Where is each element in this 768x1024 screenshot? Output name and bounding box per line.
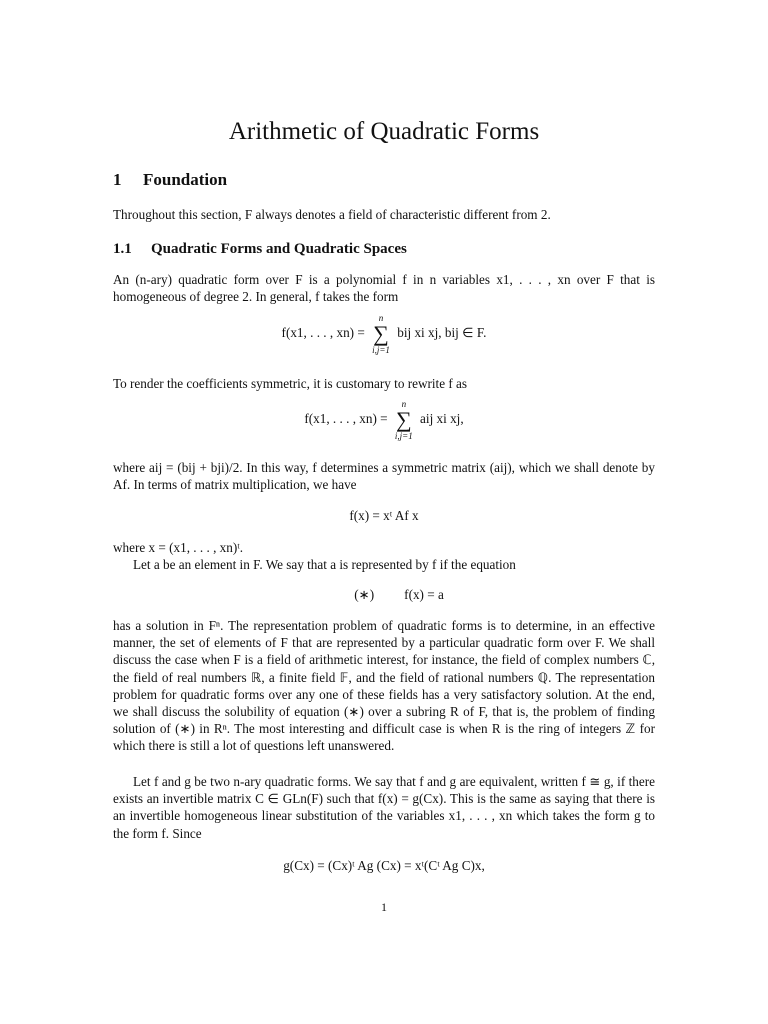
equation-label: (∗) [354, 587, 375, 602]
equation-symmetric-form [113, 399, 655, 441]
subsection-title: Quadratic Forms and Quadratic Spaces [151, 241, 407, 257]
paragraph-vector: where x = (x1, . . . , xn)ᵗ. [113, 540, 244, 555]
equation-general-form [113, 313, 655, 355]
equation-matrix-form: f(x) = xᵗ Af x [349, 508, 419, 523]
paragraph-represented: Let a be an element in F. We say that a is represented by f if the equation [133, 557, 516, 572]
summation-symbol [372, 313, 390, 355]
paragraph-definition: An (n-ary) quadratic form over F is a polynomial f in n variables x1, . . . , xn over F that is homogeneous of degree 2. In general, f takes the form [113, 272, 655, 305]
equation-lhs: f(x1, . . . , xn) = [304, 411, 388, 427]
paper-title: Arithmetic of Quadratic Forms [228, 118, 540, 145]
equation-expression: f(x) = a [404, 587, 444, 602]
paragraph-representation-problem: has a solution in Fⁿ. The representation problem of quadratic forms is to determine, in an effective manner, the set of elements of F that are represented by a particular quadratic form over F. We shall discuss the case when F is a field of arithmetic interest, for instance, the field of complex numbers ℂ, the field of real numbers ℝ, a finite field 𝔽, and the field of rational numbers ℚ. The representation problem for quadratic forms over any one of these fields has a very satisfactory solution. At the end, we shall discuss the solubility of equation (∗) over a subring R of F, that is, the problem of finding solution of (∗) in Rⁿ. The most interesting and difficult case is when R is the ring of integers ℤ for which there is still a lot of questions left unanswered. [113, 618, 655, 754]
sum-lower-limit: i,j=1 [394, 431, 413, 441]
paragraph-matrix: where aij = (bij + bji)/2. In this way, f determines a symmetric matrix (aij), which we shall denote by Af. In terms of matrix multiplication, we have [113, 460, 655, 493]
sum-upper-limit: n [378, 313, 384, 323]
sum-lower-limit: i,j=1 [372, 345, 390, 355]
section-intro: Throughout this section, F always denotes a field of characteristic different from 2. [113, 207, 551, 222]
equation-rhs: bij xi xj, bij ∈ F. [397, 325, 487, 341]
section-title: Foundation [143, 170, 228, 189]
equation-lhs: f(x1, . . . , xn) = [281, 325, 365, 341]
section-number: 1 [113, 170, 122, 189]
equation-star [113, 587, 655, 603]
sigma-glyph: ∑ [373, 321, 389, 346]
equation-rhs: aij xi xj, [420, 411, 464, 427]
paragraph-symmetric: To render the coefficients symmetric, it is customary to rewrite f as [113, 376, 468, 391]
page-number: 1 [381, 900, 387, 914]
equation-equivalence: g(Cx) = (Cx)ᵗ Ag (Cx) = xᵗ(Cᵗ Ag C)x, [283, 858, 485, 873]
sum-upper-limit: n [401, 399, 407, 409]
subsection-number: 1.1 [113, 241, 132, 257]
subsection-heading [113, 241, 407, 258]
section-heading [113, 170, 227, 190]
sigma-glyph: ∑ [395, 407, 412, 432]
summation-symbol [395, 399, 413, 441]
paragraph-equivalence: Let f and g be two n-ary quadratic forms. We say that f and g are equivalent, written f ≅ g, if there exists an invertible matrix C ∈ GLn(F) such that f(x) = g(Cx). This is the same as saying that there is an invertible homogeneous linear substitution of the variables x1, . . . , xn which takes the form g to the form f. Since [113, 774, 655, 841]
